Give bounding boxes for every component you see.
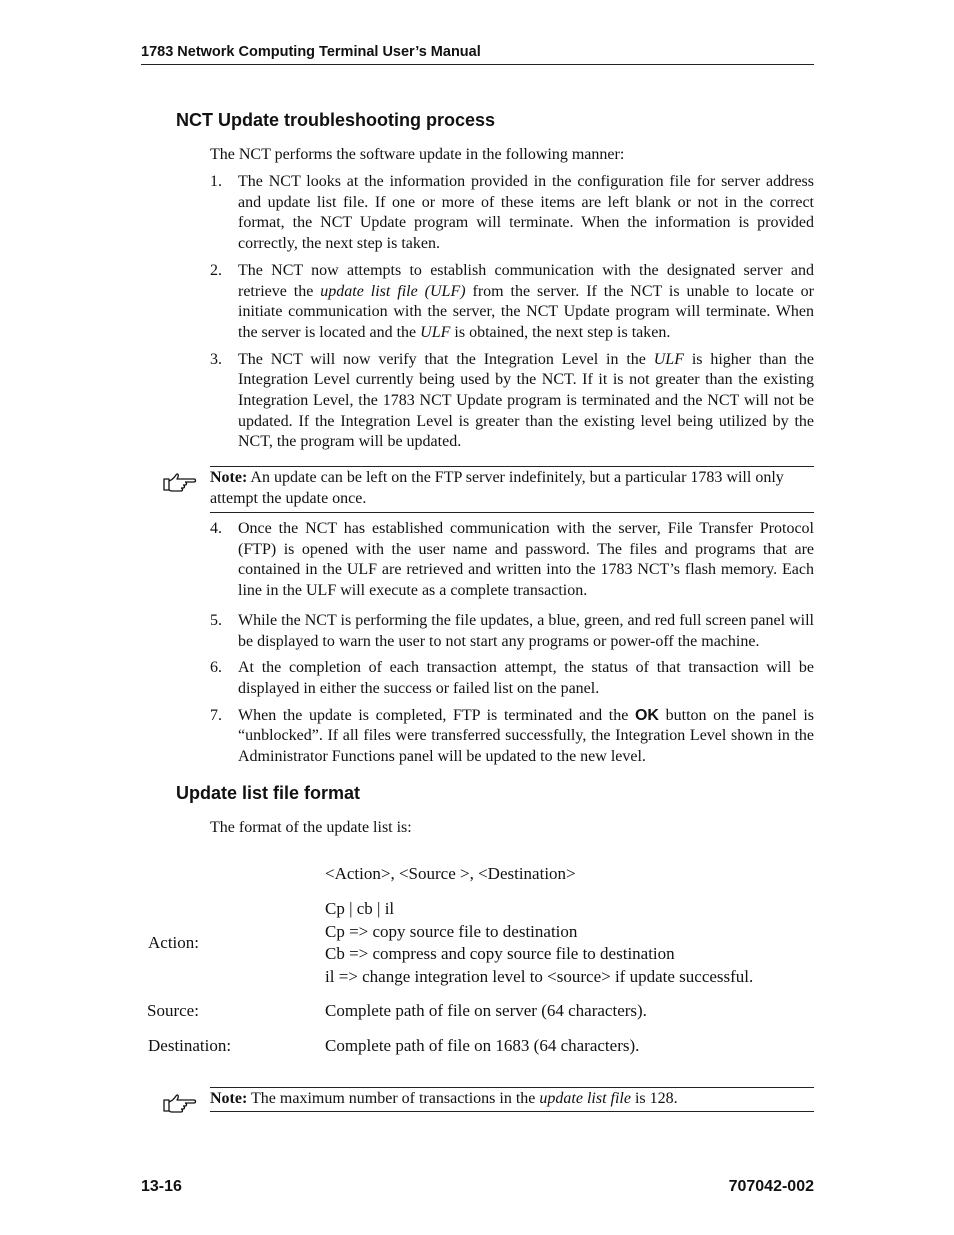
step-number: 7. (210, 706, 222, 724)
step-number: 3. (210, 350, 222, 368)
steps-list-1 (210, 172, 814, 453)
intro-paragraph: The NCT performs the software update in the following manner: (210, 146, 625, 163)
running-header: 1783 Network Computing Terminal User’s Manual (141, 44, 814, 65)
note-rule-top (210, 466, 814, 467)
list-item (210, 519, 814, 602)
note-2: Note: The maximum number of transactions in the update list file is 128. (210, 1090, 678, 1107)
list-item (210, 350, 814, 454)
step-number: 6. (210, 659, 222, 677)
note-rule-bottom (210, 512, 814, 513)
section-title-format: Update list file format (176, 783, 361, 803)
list-item (210, 706, 814, 768)
list-item (210, 611, 814, 652)
step-number: 1. (210, 173, 222, 190)
list-item (210, 658, 814, 699)
note-rule-bottom (210, 1111, 814, 1112)
section-title-troubleshooting: NCT Update troubleshooting process (176, 110, 496, 130)
list-item (210, 261, 814, 344)
page-number: 13-16 (141, 1178, 182, 1195)
step-number: 5. (210, 611, 222, 629)
action-label: Action: (148, 933, 199, 952)
destination-value: Complete path of file on 1683 (64 characters). (325, 1036, 640, 1055)
step-text: Once the NCT has established communication with the server, File Transfer Protocol (FTP) is opened with the user name and password. The files and programs that are contained in the ULF are retrieved and written into the 1783 NCT’s flash memory. Each line in the ULF will execute as a complete transaction. (238, 520, 814, 600)
note-rule-top (210, 1087, 814, 1088)
pointing-hand-icon (163, 472, 197, 492)
note-label: Note: (210, 469, 248, 486)
step-text: The NCT looks at the information provided in the configuration file for server address and update list file. If one or more of these items are left blank or not in the correct format, the NCT Update program will terminate. When the information is provided correctly, the next step is taken. (238, 173, 814, 253)
action-values (325, 898, 753, 988)
document-number: 707042-002 (728, 1178, 814, 1195)
action-line: Cp => copy source file to destination (325, 921, 578, 941)
step-number: 4. (210, 520, 222, 537)
action-line: Cp | cb | il (325, 899, 395, 918)
step-text: When the update is completed, FTP is terminated and the OK button on the panel is “unblocked”. If all files were transferred successfully, the Integration Level shown in the Administrator Functions panel will be updated to the new level. (238, 706, 814, 766)
note-1 (210, 468, 814, 509)
format-syntax: <Action>, <Source >, <Destination> (325, 864, 576, 883)
note-text: An update can be left on the FTP server indefinitely, but a particular 1783 will only attempt the update once. (210, 469, 784, 507)
step-text: The NCT now attempts to establish communication with the designated server and retrieve the update list file (ULF) from the server. If the NCT is unable to locate or initiate communication with the server, the NCT Update program will terminate. When the server is located and the ULF is obtained, the next step is taken. (238, 261, 814, 341)
step-text: While the NCT is performing the file updates, a blue, green, and red full screen panel will be displayed to warn the user to not start any programs or power-off the machine. (238, 611, 814, 650)
action-line: il => change integration level to <source> if update successful. (325, 966, 754, 986)
step-text: The NCT will now verify that the Integration Level in the ULF is higher than the Integration Level currently being used by the NCT. If it is not greater than the existing Integration Level, the 1783 NCT Update program is terminated and the NCT will not be updated. If the Integration Level is greater than the existing level being utilized by the NCT, the program will be updated. (238, 350, 815, 451)
format-intro: The format of the update list is: (210, 819, 412, 836)
note-label: Note: (210, 1090, 248, 1107)
list-item (210, 172, 814, 255)
source-label: Source: (147, 1001, 199, 1020)
destination-label: Destination: (148, 1036, 232, 1055)
steps-list-2 (210, 519, 814, 768)
step-text: At the completion of each transaction attempt, the status of that transaction will be displayed in either the success or failed list on the panel. (238, 659, 814, 697)
pointing-hand-icon (163, 1093, 197, 1113)
source-value: Complete path of file on server (64 characters). (325, 1001, 647, 1020)
action-line: Cb => compress and copy source file to destination (325, 944, 675, 963)
ok-button-label: OK (634, 706, 659, 724)
step-number: 2. (210, 261, 222, 279)
